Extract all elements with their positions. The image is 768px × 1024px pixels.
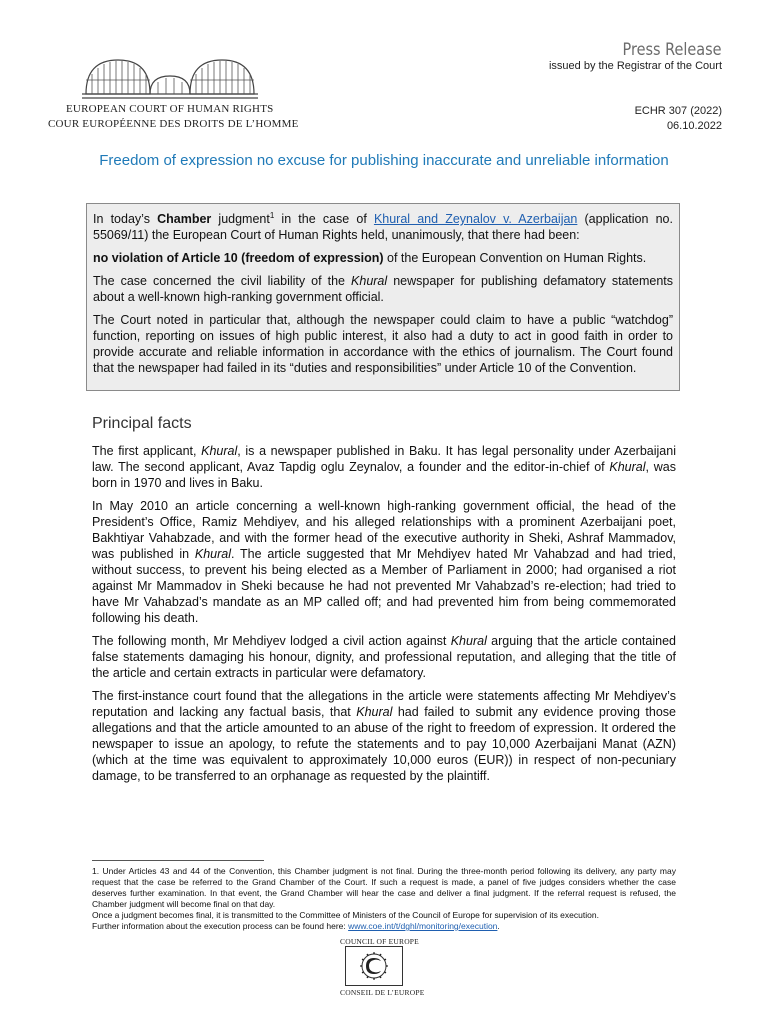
footnote-text: 1. Under Articles 43 and 44 of the Convention, this Chamber judgment is not final. During the three-month period following its delivery, any party may request that the case be referred to the Grand Chamber of the Court. If such a request is made, a panel of five judges considers whether the case deserves further examination. In that event, the Grand Chamber will hear the case and deliver a final judgment. If the referral request is refused, the Chamber judgment will become final on that day. (92, 866, 676, 909)
body-text: . The article suggested that Mr Mehdiyev hated Mr Vahabzad and had tried, without success, to prevent his being elected as a Member of Parliament in 2000; had organised a riot against Mr Mammadov in Sheki because he had not prevented Mr Vahabzad’s re-election; had tried to have Mr Vahabzad’s mandate as an MP called off; and had prevented him from being commemorated following his death. (92, 547, 676, 625)
footnote-mark[interactable]: 1 (269, 211, 275, 220)
body-text: The first applicant, (92, 444, 202, 458)
footnote-text: Further information about the execution process can be found here: (92, 921, 349, 931)
footnote-text: . (497, 921, 500, 931)
release-number: ECHR 307 (2022) (634, 105, 722, 117)
body-text: In May 2010 an article concerning a well-known high-ranking government official, the head of the President’s Office, Ramiz Mehdiyev, and his alleged relationships with a prominent Azerbaijani poet, Bakhtiyar Vahabzade, and with the former head of the executive authority in Sheki, Ashraf Mammadov, was published in (92, 499, 676, 561)
facts-paragraph-4 (92, 688, 676, 784)
body-text: arguing that the article contained false statements damaging his honour, dignity, and professional reputation, and alleging that the title of the article and certain extracts in particular were defamatory. (92, 634, 676, 680)
chamber-label: Chamber (157, 212, 212, 227)
summary-text: The case concerned the civil liability of the (93, 274, 352, 289)
summary-paragraph-3 (93, 273, 673, 305)
newspaper-name: Khural (351, 274, 388, 289)
body-text: had failed to submit any evidence proving those allegations and that the article amounted to an abuse of the right to freedom of expression. It ordered the newspaper to issue an apology, to refute the statements and to pay 10,000 Azerbaijani Manat (AZN) (which at the time was equivalent to approximately 10,000 euros (EUR)) in respect of non-pecuniary damage, to be transferred to an orphanage as requested by the plaintiff. (92, 705, 676, 783)
newspaper-name: Khural (194, 547, 231, 561)
case-link[interactable]: Khural and Zeynalov v. Azerbaijan (373, 212, 578, 227)
council-of-europe-emblem-icon (346, 947, 402, 985)
release-reference (635, 104, 722, 134)
headline: Freedom of expression no excuse for publishing inaccurate and unreliable information (99, 152, 669, 169)
court-name-english: EUROPEAN COURT OF HUMAN RIGHTS (66, 103, 274, 115)
body-text: , is a newspaper published in Baku. It has legal personality under Azerbaijani law. The second applicant, Avaz Tapdig oglu Zeynalov, a founder and the editor-in-chief of (92, 444, 676, 474)
body-text: The first-instance court found that the allegations in the article were statements affecting Mr Mehdiyev’s reputation and lacking any factual basis, that (92, 689, 676, 719)
facts-paragraph-2 (92, 498, 676, 626)
court-building-logo (80, 46, 260, 102)
facts-body (92, 443, 676, 791)
verdict: no violation of Article 10 (freedom of expression) (93, 251, 384, 266)
newspaper-name: Khural (450, 634, 487, 648)
footnote (92, 866, 676, 932)
council-of-europe-label: COUNCIL OF EUROPE (340, 937, 419, 946)
section-heading: Principal facts (92, 415, 192, 432)
footnote-text-links (92, 921, 676, 932)
summary-paragraph-2 (93, 250, 673, 266)
newspaper-name: Khural (356, 705, 393, 719)
conseil-de-l-europe-label: CONSEIL DE L’EUROPE (340, 988, 425, 997)
press-release-title: Press Release (622, 40, 722, 60)
execution-link[interactable]: www.coe.int/t/dghl/monitoring/execution (348, 921, 498, 931)
press-release-subtitle: issued by the Registrar of the Court (548, 60, 722, 72)
summary-paragraph-1 (93, 208, 673, 243)
summary-text: of the European Convention on Human Rights. (383, 251, 647, 266)
facts-paragraph-3 (92, 633, 676, 681)
newspaper-name: Khural (201, 444, 238, 458)
council-of-europe-logo (345, 946, 403, 986)
body-text: , was born in 1970 and lives in Baku. (92, 460, 676, 490)
facts-paragraph-1 (92, 443, 676, 491)
summary-paragraph-4: The Court noted in particular that, although the newspaper could claim to have a public “watchdog” function, reporting on issues of high public interest, it also had a duty to act in good faith in order to provide accurate and reliable information in accordance with the ethics of journalism. The Court found that the newspaper had failed in its “duties and responsibilities” under Article 10 of the Convention. (93, 313, 673, 376)
summary-text: in the case of (274, 212, 374, 227)
summary-text: (application no. 55069/11) the European Court of Human Rights held, unanimously, that there had been: (93, 212, 673, 243)
summary-text: In today’s (93, 212, 158, 227)
body-text: The following month, Mr Mehdiyev lodged a civil action against (92, 634, 451, 648)
footnote-text: Once a judgment becomes final, it is transmitted to the Committee of Ministers of the Council of Europe for supervision of its execution. (92, 910, 599, 920)
summary-text: judgment (211, 212, 270, 227)
footnote-divider (92, 860, 264, 861)
court-name-french: COUR EUROPÉENNE DES DROITS DE L’HOMME (48, 118, 299, 130)
summary-text: newspaper for publishing defamatory statements about a well-known high-ranking government official. (93, 274, 673, 305)
release-date: 06.10.2022 (666, 120, 722, 132)
summary-box (86, 203, 680, 391)
newspaper-name: Khural (609, 460, 646, 474)
